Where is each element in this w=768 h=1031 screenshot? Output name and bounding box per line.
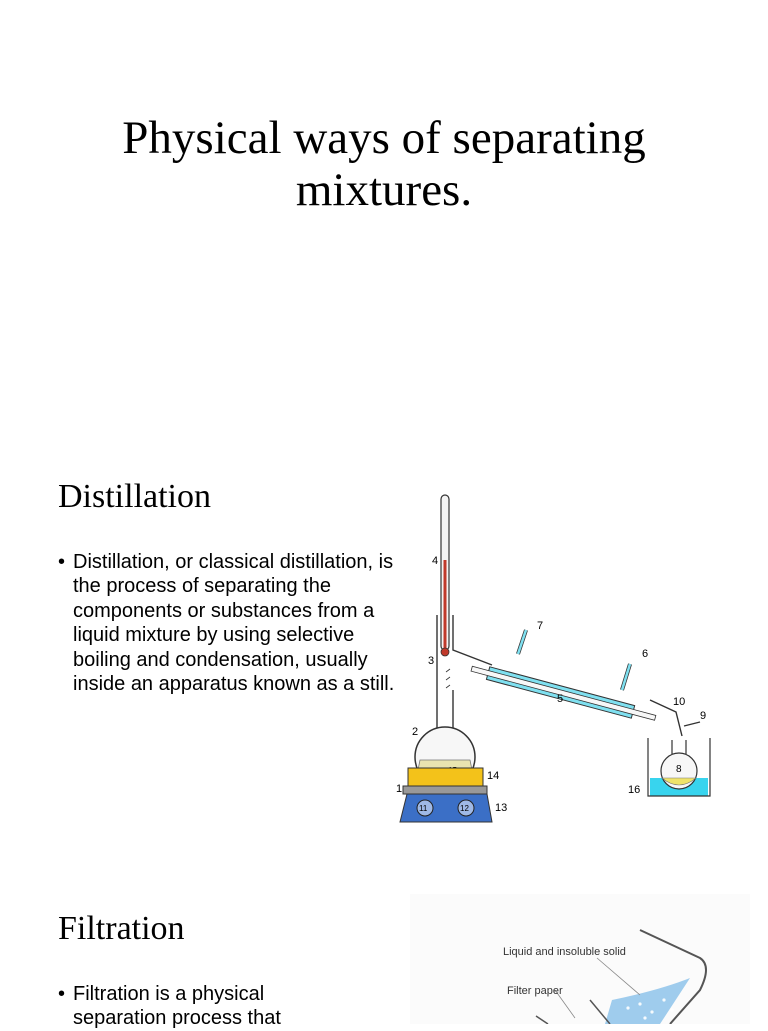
label-filter-paper: Filter paper — [507, 985, 563, 997]
bullet-marker: • — [58, 551, 66, 573]
distillation-slide — [0, 432, 768, 864]
distillation-bullet — [58, 550, 403, 696]
label-7: 7 — [537, 620, 544, 632]
hot-plate-top — [403, 786, 487, 794]
label-5: 5 — [557, 693, 564, 705]
filtration-diagram — [410, 894, 750, 1024]
filtration-bullet-text: Filtration is a physical separation process that — [73, 983, 281, 1030]
label-10: 10 — [673, 696, 686, 708]
label-9: 9 — [700, 710, 707, 722]
label-14: 14 — [487, 770, 500, 782]
label-2: 2 — [412, 726, 419, 738]
filtration-slide — [0, 864, 768, 1030]
svg-text:11: 11 — [419, 804, 428, 813]
slide-title: Physical ways of separating mixtures. — [122, 112, 646, 216]
heat-bath — [408, 768, 483, 786]
label-1: 1 — [396, 783, 403, 795]
svg-text:12: 12 — [460, 804, 469, 813]
label-liquid-insoluble-solid: Liquid and insoluble solid — [503, 946, 626, 958]
distillation-heading: Distillation — [58, 478, 211, 515]
filtration-bullet — [58, 982, 358, 1031]
hot-plate — [400, 794, 492, 822]
label-3: 3 — [428, 655, 435, 667]
thermometer-mercury — [444, 560, 447, 648]
label-16: 16 — [628, 784, 641, 796]
label-13: 13 — [495, 802, 508, 814]
title-slide — [0, 0, 768, 432]
distillation-apparatus-diagram — [390, 490, 730, 830]
label-8: 8 — [676, 764, 682, 775]
label-4: 4 — [432, 555, 439, 567]
bullet-marker: • — [58, 983, 66, 1005]
filtration-heading: Filtration — [58, 910, 185, 947]
label-6: 6 — [642, 648, 649, 660]
distillation-bullet-text: Distillation, or classical distillation, is the process of separating the components or substances from a liquid mixture by using selective boiling and condensation, usually inside an apparatus known as a still. — [73, 551, 395, 696]
